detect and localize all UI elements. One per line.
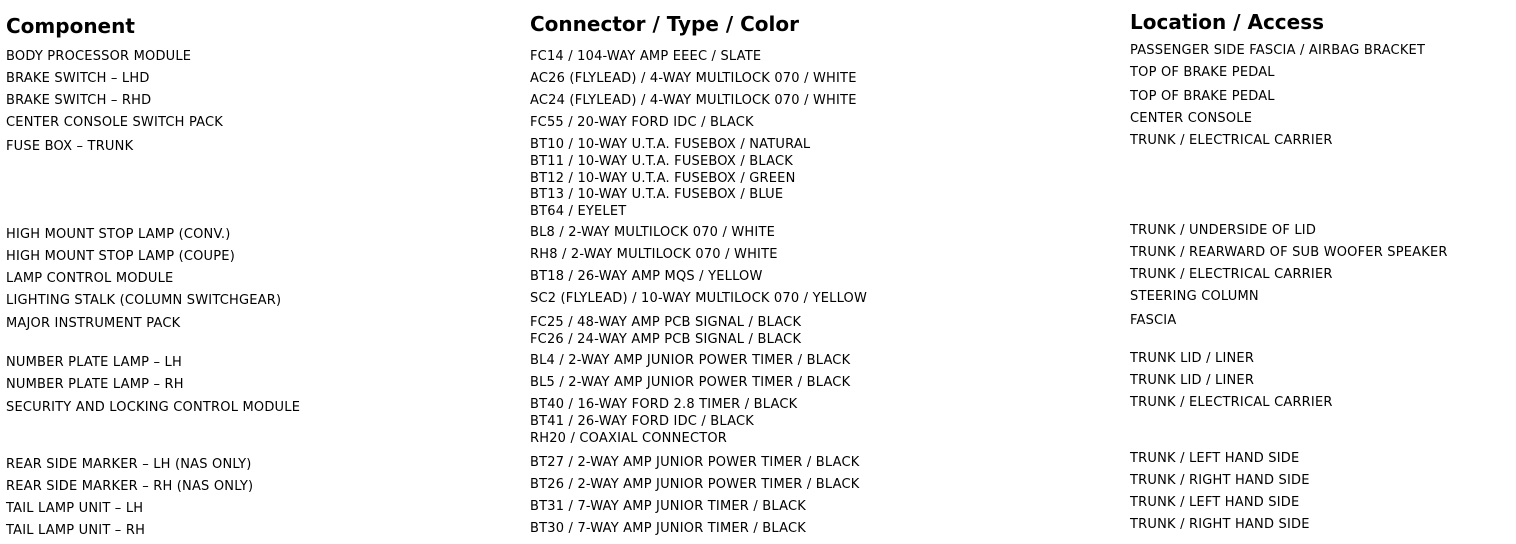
location-cell: TRUNK / ELECTRICAL CARRIER xyxy=(1130,395,1333,410)
connector-line: BL5 / 2-WAY AMP JUNIOR POWER TIMER / BLACK xyxy=(530,375,851,390)
location-cell: STEERING COLUMN xyxy=(1130,289,1259,304)
connector-line: BT40 / 16-WAY FORD 2.8 TIMER / BLACK xyxy=(530,397,798,412)
component-cell: LIGHTING STALK (COLUMN SWITCHGEAR) xyxy=(6,293,282,308)
connector-line: RH8 / 2-WAY MULTILOCK 070 / WHITE xyxy=(530,247,778,262)
connector-cell xyxy=(530,477,859,494)
location-cell: TRUNK / LEFT HAND SIDE xyxy=(1130,451,1300,466)
location-cell: TRUNK / RIGHT HAND SIDE xyxy=(1130,473,1310,488)
component-cell: HIGH MOUNT STOP LAMP (COUPE) xyxy=(6,249,235,264)
connector-line: BT18 / 26-WAY AMP MQS / YELLOW xyxy=(530,269,763,284)
connector-line: BT30 / 7-WAY AMP JUNIOR TIMER / BLACK xyxy=(530,521,806,536)
connector-cell xyxy=(530,353,850,370)
connector-cell xyxy=(530,397,797,447)
connector-line: SC2 (FLYLEAD) / 10-WAY MULTILOCK 070 / YELLOW xyxy=(530,291,868,306)
component-cell: MAJOR INSTRUMENT PACK xyxy=(6,316,181,331)
location-column-header: Location / Access xyxy=(1130,10,1325,34)
connector-cell xyxy=(530,291,867,308)
connector-line: RH20 / COAXIAL CONNECTOR xyxy=(530,430,728,446)
connector-line: BT64 / EYELET xyxy=(530,204,627,220)
connector-cell xyxy=(530,247,778,264)
connector-line: FC14 / 104-WAY AMP EEEC / SLATE xyxy=(530,49,762,64)
component-cell: FUSE BOX – TRUNK xyxy=(6,139,134,154)
connector-line: BT27 / 2-WAY AMP JUNIOR POWER TIMER / BLACK xyxy=(530,455,860,470)
connector-cell xyxy=(530,269,763,286)
connector-line: BT13 / 10-WAY U.T.A. FUSEBOX / BLUE xyxy=(530,187,784,203)
connector-cell xyxy=(530,315,801,349)
connector-line: BL4 / 2-WAY AMP JUNIOR POWER TIMER / BLACK xyxy=(530,353,851,368)
location-cell: CENTER CONSOLE xyxy=(1130,111,1253,126)
connector-line: AC24 (FLYLEAD) / 4-WAY MULTILOCK 070 / WHITE xyxy=(530,93,857,108)
connector-cell xyxy=(530,375,850,392)
connector-cell xyxy=(530,93,857,110)
component-cell: CENTER CONSOLE SWITCH PACK xyxy=(6,115,224,130)
component-cell: BODY PROCESSOR MODULE xyxy=(6,49,192,64)
component-cell: BRAKE SWITCH – RHD xyxy=(6,93,152,108)
component-cell: REAR SIDE MARKER – RH (NAS ONLY) xyxy=(6,479,254,494)
connector-cell xyxy=(530,137,810,221)
connector-line: BT12 / 10-WAY U.T.A. FUSEBOX / GREEN xyxy=(530,170,796,186)
connector-line: FC26 / 24-WAY AMP PCB SIGNAL / BLACK xyxy=(530,331,802,347)
location-cell: TRUNK / RIGHT HAND SIDE xyxy=(1130,517,1310,532)
component-cell: NUMBER PLATE LAMP – LH xyxy=(6,355,182,370)
component-cell: HIGH MOUNT STOP LAMP (CONV.) xyxy=(6,227,231,242)
connector-cell xyxy=(530,225,775,242)
connector-cell xyxy=(530,499,806,516)
component-cell: BRAKE SWITCH – LHD xyxy=(6,71,150,86)
location-cell: TRUNK / UNDERSIDE OF LID xyxy=(1130,223,1317,238)
location-cell: TRUNK / LEFT HAND SIDE xyxy=(1130,495,1300,510)
component-cell: TAIL LAMP UNIT – RH xyxy=(6,523,146,538)
connector-line: BT41 / 26-WAY FORD IDC / BLACK xyxy=(530,413,755,429)
location-cell: TRUNK / ELECTRICAL CARRIER xyxy=(1130,133,1333,148)
connector-line: AC26 (FLYLEAD) / 4-WAY MULTILOCK 070 / WHITE xyxy=(530,71,857,86)
location-cell: TRUNK LID / LINER xyxy=(1130,351,1255,366)
connector-line: BL8 / 2-WAY MULTILOCK 070 / WHITE xyxy=(530,225,775,240)
component-cell: TAIL LAMP UNIT – LH xyxy=(6,501,144,516)
component-cell: SECURITY AND LOCKING CONTROL MODULE xyxy=(6,400,301,415)
location-cell: TRUNK / ELECTRICAL CARRIER xyxy=(1130,267,1333,282)
connector-line: BT26 / 2-WAY AMP JUNIOR POWER TIMER / BLACK xyxy=(530,477,860,492)
connector-line: FC55 / 20-WAY FORD IDC / BLACK xyxy=(530,115,754,130)
connector-line: FC25 / 48-WAY AMP PCB SIGNAL / BLACK xyxy=(530,315,802,330)
connector-cell xyxy=(530,521,806,538)
connector-cell xyxy=(530,71,857,88)
connector-cell xyxy=(530,115,754,132)
connector-line: BT31 / 7-WAY AMP JUNIOR TIMER / BLACK xyxy=(530,499,806,514)
location-cell: TOP OF BRAKE PEDAL xyxy=(1130,89,1275,104)
location-cell: TRUNK / REARWARD OF SUB WOOFER SPEAKER xyxy=(1130,245,1448,260)
location-cell: TRUNK LID / LINER xyxy=(1130,373,1255,388)
location-cell: FASCIA xyxy=(1130,313,1177,328)
connector-cell xyxy=(530,455,859,472)
connector-line: BT11 / 10-WAY U.T.A. FUSEBOX / BLACK xyxy=(530,153,793,169)
location-cell: TOP OF BRAKE PEDAL xyxy=(1130,65,1275,80)
component-cell: REAR SIDE MARKER – LH (NAS ONLY) xyxy=(6,457,252,472)
component-cell: NUMBER PLATE LAMP – RH xyxy=(6,377,184,392)
component-cell: LAMP CONTROL MODULE xyxy=(6,271,174,286)
location-cell: PASSENGER SIDE FASCIA / AIRBAG BRACKET xyxy=(1130,43,1426,58)
connector-cell xyxy=(530,49,761,66)
component-column-header: Component xyxy=(6,14,135,38)
connector-column-header: Connector / Type / Color xyxy=(530,12,800,36)
connector-line: BT10 / 10-WAY U.T.A. FUSEBOX / NATURAL xyxy=(530,137,811,152)
